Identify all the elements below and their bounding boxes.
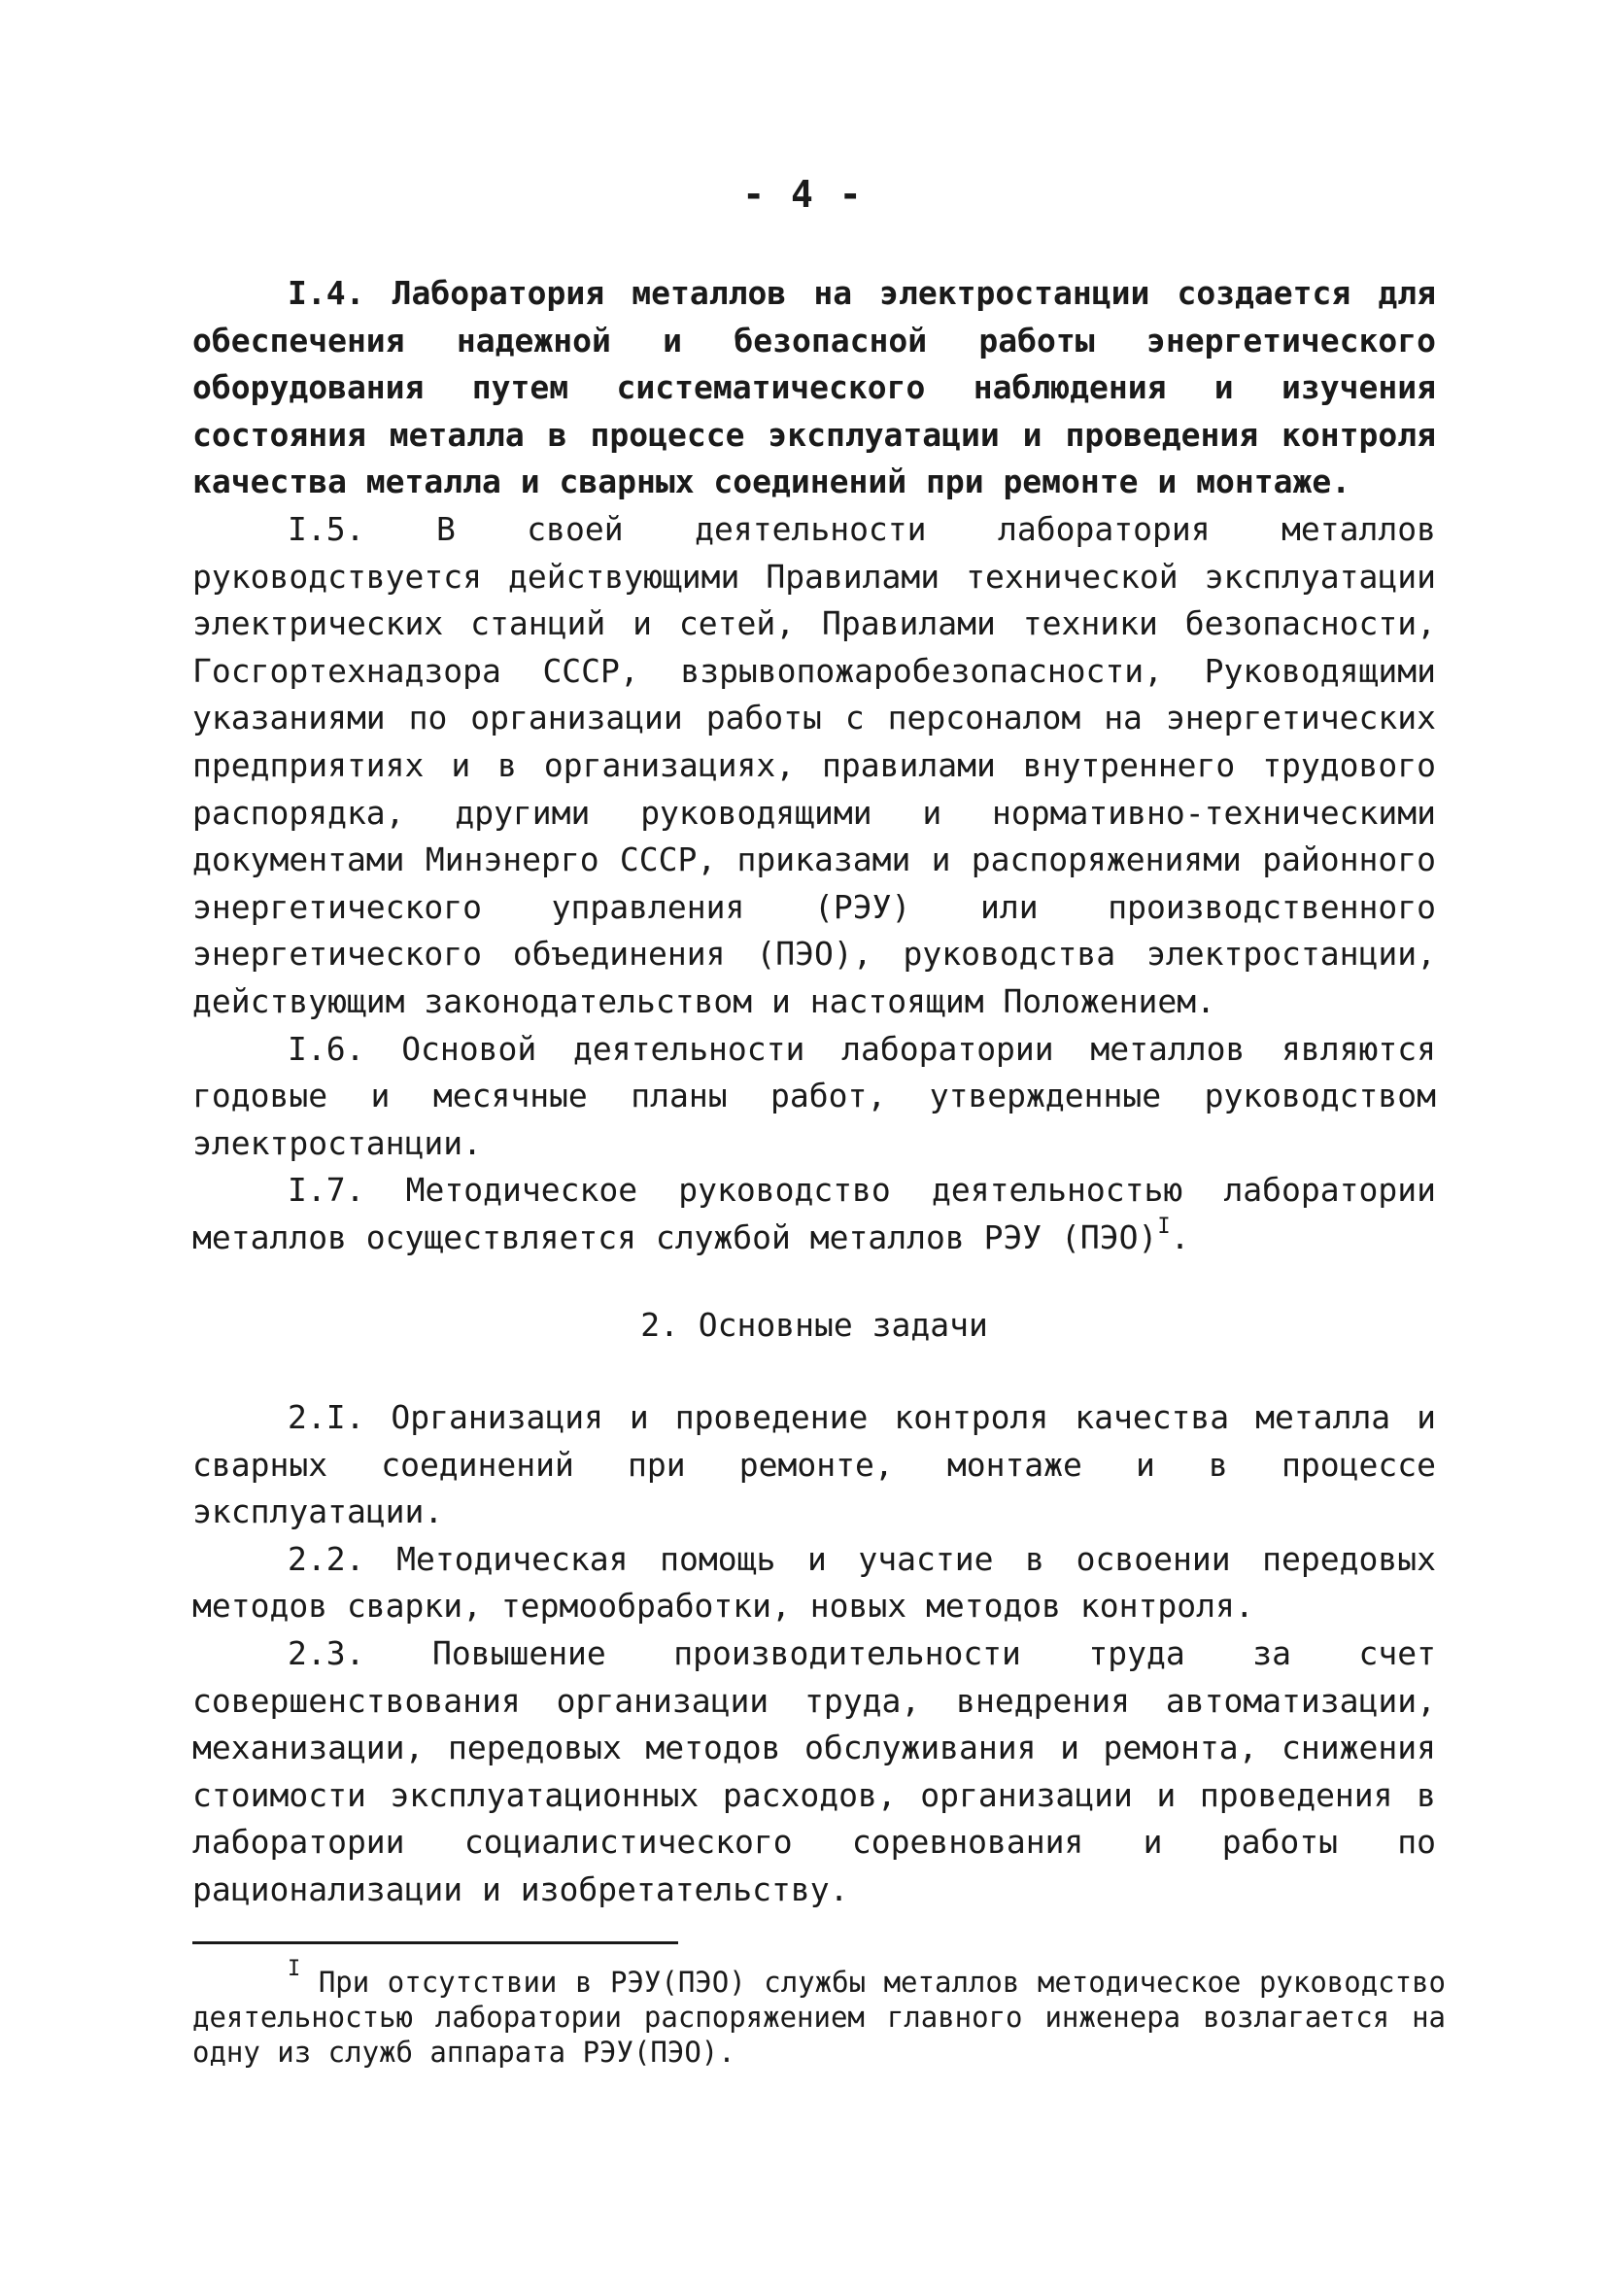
paragraph-1-7	[192, 1167, 1436, 1261]
section-heading: 2. Основные задачи	[640, 1306, 988, 1345]
footnote-reference: I	[1157, 1214, 1171, 1239]
paragraph-2-2: 2.2. Методическая помощь и участие в освоении передовых методов сварки, термообработки, новых методов контроля.	[192, 1539, 1436, 1626]
footnote-text: При отсутствии в РЭУ(ПЭО) службы металлов методическое руководство деятельностью лаборатории распоряжением главного инженера возлагается на одну из служб аппарата РЭУ(ПЭО).	[192, 1966, 1447, 2069]
paragraph-1-5: I.5. В своей деятельности лаборатория металлов руководствуется действующими Правилами технической эксплуатации электрических станций и сетей, Правилами техники безопасности, Госгортехнадзора СССР, взрывопожаробезопасности, Руководящими указаниями по организации работы с персоналом на энергетических предприятиях и в организациях, правилами внутреннего трудового распорядка, другими руководящими и нормативно-техническими документами Минэнерго СССР, приказами и распоряжениями районного энергетического управления (РЭУ) или производственного энергетического объединения (ПЭО), руководства электростанции, действующим законодательством и настоящим Положением.	[192, 509, 1436, 1020]
paragraph-1-7-end: .	[1170, 1217, 1190, 1256]
body-text	[192, 270, 1436, 1914]
footnote-mark: I	[288, 1957, 301, 1982]
paragraph-2-3: 2.3. Повышение производительности труда за счет совершенствования организации труда, внедрения автоматизации, механизации, передовых методов обслуживания и ремонта, снижения стоимости эксплуатационных расходов, организации и проведения в лаборатории социалистического соревнования и работы по рационализации и изобретательству.	[192, 1634, 1436, 1908]
paragraph-1-7-text: I.7. Методическое руководство деятельностью лаборатории металлов осуществляется службой металлов РЭУ (ПЭО)	[192, 1171, 1436, 1256]
footnote	[192, 1957, 1447, 2070]
page-number: - 4 -	[742, 173, 864, 216]
paragraph-2-1: 2.I. Организация и проведение контроля качества металла и сварных соединений при ремонте, монтаже и в процессе эксплуатации.	[192, 1398, 1436, 1531]
footnote-divider	[192, 1941, 678, 1944]
paragraph-1-4: I.4. Лаборатория металлов на электростанции создается для обеспечения надежной и безопасной работы энергетического оборудования путем систематического наблюдения и изучения состояния металла в процессе эксплуатации и проведения контроля качества металла и сварных соединений при ремонте и монтаже.	[192, 274, 1436, 501]
paragraph-1-6: I.6. Основой деятельности лаборатории металлов являются годовые и месячные планы работ, утвержденные руководством электростанции.	[192, 1029, 1436, 1162]
